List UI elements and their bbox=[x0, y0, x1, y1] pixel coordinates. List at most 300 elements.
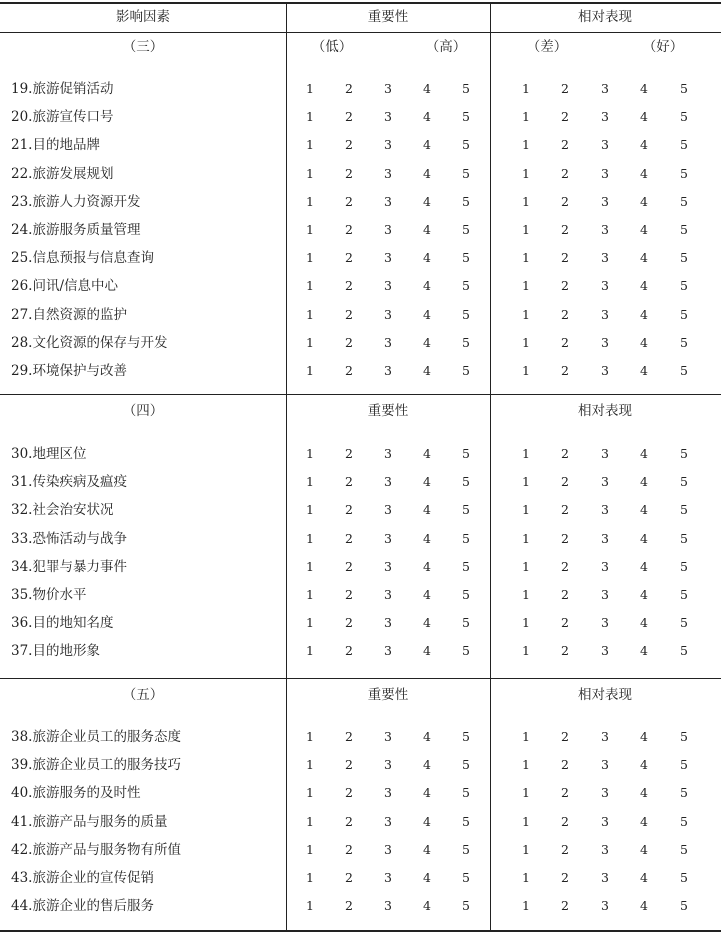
performance-rating-option[interactable]: 1 bbox=[522, 363, 530, 378]
performance-rating-option[interactable]: 5 bbox=[680, 587, 688, 602]
importance-rating-option[interactable]: 1 bbox=[306, 446, 314, 461]
performance-rating-option[interactable]: 3 bbox=[601, 446, 609, 461]
performance-rating-option[interactable]: 2 bbox=[561, 109, 569, 124]
importance-rating-option[interactable]: 5 bbox=[462, 446, 470, 461]
factor-item: 40.旅游服务的及时性 bbox=[11, 785, 141, 801]
factor-item: 33.恐怖活动与战争 bbox=[11, 531, 127, 547]
performance-rating-option[interactable]: 4 bbox=[640, 250, 648, 265]
performance-rating-option[interactable]: 3 bbox=[601, 194, 609, 209]
importance-rating-option[interactable]: 1 bbox=[306, 222, 314, 237]
performance-rating-option[interactable]: 2 bbox=[561, 194, 569, 209]
scale-high-label: （好） bbox=[642, 39, 684, 55]
importance-rating-option[interactable]: 3 bbox=[384, 194, 392, 209]
importance-rating-option[interactable]: 3 bbox=[384, 502, 392, 517]
performance-rating-option[interactable]: 5 bbox=[680, 842, 688, 857]
performance-rating-option[interactable]: 1 bbox=[522, 278, 530, 293]
performance-rating-option[interactable]: 2 bbox=[561, 729, 569, 744]
importance-rating-option[interactable]: 2 bbox=[345, 250, 353, 265]
importance-rating-option[interactable]: 3 bbox=[384, 446, 392, 461]
importance-rating-option[interactable]: 1 bbox=[306, 587, 314, 602]
performance-rating-option[interactable]: 2 bbox=[561, 222, 569, 237]
importance-rating-option[interactable]: 5 bbox=[462, 814, 470, 829]
importance-rating-option[interactable]: 5 bbox=[462, 194, 470, 209]
performance-column-header: 相对表现 bbox=[578, 687, 632, 703]
factor-item: 31.传染疾病及瘟疫 bbox=[11, 474, 127, 490]
importance-rating-option[interactable]: 3 bbox=[384, 870, 392, 885]
importance-rating-option[interactable]: 1 bbox=[306, 757, 314, 772]
performance-rating-option[interactable]: 4 bbox=[640, 335, 648, 350]
performance-rating-option[interactable]: 2 bbox=[561, 81, 569, 96]
importance-rating-option[interactable]: 4 bbox=[423, 814, 431, 829]
importance-rating-option[interactable]: 3 bbox=[384, 250, 392, 265]
importance-rating-option[interactable]: 2 bbox=[345, 502, 353, 517]
performance-rating-option[interactable]: 5 bbox=[680, 137, 688, 152]
performance-rating-option[interactable]: 5 bbox=[680, 757, 688, 772]
importance-rating-option[interactable]: 4 bbox=[423, 335, 431, 350]
performance-rating-option[interactable]: 3 bbox=[601, 587, 609, 602]
performance-rating-option[interactable]: 2 bbox=[561, 278, 569, 293]
performance-rating-option[interactable]: 2 bbox=[561, 615, 569, 630]
performance-rating-option[interactable]: 2 bbox=[561, 870, 569, 885]
performance-rating-option[interactable]: 4 bbox=[640, 474, 648, 489]
importance-rating-option[interactable]: 5 bbox=[462, 785, 470, 800]
performance-rating-option[interactable]: 4 bbox=[640, 307, 648, 322]
importance-rating-option[interactable]: 3 bbox=[384, 307, 392, 322]
performance-rating-option[interactable]: 2 bbox=[561, 335, 569, 350]
performance-rating-option[interactable]: 4 bbox=[640, 615, 648, 630]
factor-item: 37.目的地形象 bbox=[11, 643, 100, 659]
importance-rating-option[interactable]: 5 bbox=[462, 842, 470, 857]
performance-rating-option[interactable]: 5 bbox=[680, 814, 688, 829]
importance-rating-option[interactable]: 2 bbox=[345, 870, 353, 885]
importance-rating-option[interactable]: 4 bbox=[423, 757, 431, 772]
performance-rating-option[interactable]: 1 bbox=[522, 643, 530, 658]
importance-rating-option[interactable]: 3 bbox=[384, 278, 392, 293]
performance-rating-option[interactable]: 2 bbox=[561, 446, 569, 461]
importance-rating-option[interactable]: 3 bbox=[384, 757, 392, 772]
performance-rating-option[interactable]: 4 bbox=[640, 363, 648, 378]
performance-rating-option[interactable]: 5 bbox=[680, 643, 688, 658]
factor-item: 35.物价水平 bbox=[11, 587, 87, 603]
importance-rating-option[interactable]: 2 bbox=[345, 559, 353, 574]
performance-rating-option[interactable]: 1 bbox=[522, 785, 530, 800]
performance-rating-option[interactable]: 4 bbox=[640, 559, 648, 574]
factor-item: 22.旅游发展规划 bbox=[11, 166, 114, 182]
importance-rating-option[interactable]: 1 bbox=[306, 474, 314, 489]
importance-column-header: 重要性 bbox=[367, 9, 409, 25]
importance-rating-option[interactable]: 5 bbox=[462, 643, 470, 658]
performance-rating-option[interactable]: 2 bbox=[561, 814, 569, 829]
importance-rating-option[interactable]: 2 bbox=[345, 898, 353, 913]
importance-rating-option[interactable]: 2 bbox=[345, 587, 353, 602]
importance-rating-option[interactable]: 1 bbox=[306, 335, 314, 350]
column-divider bbox=[286, 3, 287, 930]
importance-rating-option[interactable]: 1 bbox=[306, 643, 314, 658]
performance-rating-option[interactable]: 2 bbox=[561, 502, 569, 517]
importance-rating-option[interactable]: 1 bbox=[306, 307, 314, 322]
performance-rating-option[interactable]: 1 bbox=[522, 307, 530, 322]
factor-item: 32.社会治安状况 bbox=[11, 502, 114, 518]
factor-item: 44.旅游企业的售后服务 bbox=[11, 898, 154, 914]
performance-rating-option[interactable]: 3 bbox=[601, 729, 609, 744]
performance-rating-option[interactable]: 5 bbox=[680, 194, 688, 209]
importance-rating-option[interactable]: 4 bbox=[423, 870, 431, 885]
factor-item: 26.问讯/信息中心 bbox=[11, 278, 119, 294]
performance-rating-option[interactable]: 2 bbox=[561, 474, 569, 489]
importance-rating-option[interactable]: 5 bbox=[462, 278, 470, 293]
factor-item: 28.文化资源的保存与开发 bbox=[11, 335, 168, 351]
performance-rating-option[interactable]: 3 bbox=[601, 757, 609, 772]
performance-rating-option[interactable]: 4 bbox=[640, 194, 648, 209]
section-title: （四） bbox=[122, 403, 164, 419]
importance-rating-option[interactable]: 5 bbox=[462, 335, 470, 350]
performance-rating-option[interactable]: 4 bbox=[640, 785, 648, 800]
factor-item: 34.犯罪与暴力事件 bbox=[11, 559, 127, 575]
performance-rating-option[interactable]: 5 bbox=[680, 474, 688, 489]
importance-rating-option[interactable]: 3 bbox=[384, 109, 392, 124]
performance-rating-option[interactable]: 2 bbox=[561, 250, 569, 265]
importance-rating-option[interactable]: 4 bbox=[423, 643, 431, 658]
performance-rating-option[interactable]: 3 bbox=[601, 307, 609, 322]
scale-high-label: （高） bbox=[425, 39, 467, 55]
importance-rating-option[interactable]: 2 bbox=[345, 446, 353, 461]
importance-rating-option[interactable]: 5 bbox=[462, 307, 470, 322]
performance-rating-option[interactable]: 4 bbox=[640, 222, 648, 237]
performance-rating-option[interactable]: 3 bbox=[601, 559, 609, 574]
importance-rating-option[interactable]: 2 bbox=[345, 307, 353, 322]
importance-rating-option[interactable]: 3 bbox=[384, 729, 392, 744]
importance-rating-option[interactable]: 4 bbox=[423, 785, 431, 800]
importance-rating-option[interactable]: 4 bbox=[423, 502, 431, 517]
performance-rating-option[interactable]: 1 bbox=[522, 587, 530, 602]
performance-rating-option[interactable]: 1 bbox=[522, 531, 530, 546]
importance-rating-option[interactable]: 2 bbox=[345, 222, 353, 237]
performance-rating-option[interactable]: 3 bbox=[601, 615, 609, 630]
performance-rating-option[interactable]: 5 bbox=[680, 446, 688, 461]
performance-rating-option[interactable]: 4 bbox=[640, 446, 648, 461]
importance-rating-option[interactable]: 5 bbox=[462, 502, 470, 517]
table-top-rule bbox=[0, 2, 721, 4]
importance-rating-option[interactable]: 3 bbox=[384, 615, 392, 630]
importance-rating-option[interactable]: 5 bbox=[462, 729, 470, 744]
importance-rating-option[interactable]: 1 bbox=[306, 109, 314, 124]
performance-rating-option[interactable]: 1 bbox=[522, 109, 530, 124]
importance-rating-option[interactable]: 2 bbox=[345, 531, 353, 546]
importance-rating-option[interactable]: 1 bbox=[306, 559, 314, 574]
performance-rating-option[interactable]: 1 bbox=[522, 842, 530, 857]
importance-rating-option[interactable]: 1 bbox=[306, 278, 314, 293]
header-rule bbox=[0, 32, 721, 33]
performance-rating-option[interactable]: 1 bbox=[522, 81, 530, 96]
performance-rating-option[interactable]: 5 bbox=[680, 531, 688, 546]
importance-rating-option[interactable]: 3 bbox=[384, 898, 392, 913]
factor-item: 43.旅游企业的宣传促销 bbox=[11, 870, 154, 886]
importance-rating-option[interactable]: 4 bbox=[423, 137, 431, 152]
performance-rating-option[interactable]: 4 bbox=[640, 757, 648, 772]
performance-rating-option[interactable]: 3 bbox=[601, 109, 609, 124]
performance-rating-option[interactable]: 5 bbox=[680, 222, 688, 237]
importance-rating-option[interactable]: 1 bbox=[306, 363, 314, 378]
performance-column-header: 相对表现 bbox=[578, 9, 632, 25]
performance-rating-option[interactable]: 1 bbox=[522, 814, 530, 829]
importance-rating-option[interactable]: 2 bbox=[345, 814, 353, 829]
performance-rating-option[interactable]: 2 bbox=[561, 757, 569, 772]
importance-rating-option[interactable]: 1 bbox=[306, 814, 314, 829]
factor-item: 19.旅游促销活动 bbox=[11, 81, 114, 97]
importance-rating-option[interactable]: 2 bbox=[345, 278, 353, 293]
table-bottom-rule bbox=[0, 930, 721, 932]
performance-rating-option[interactable]: 4 bbox=[640, 870, 648, 885]
performance-rating-option[interactable]: 5 bbox=[680, 898, 688, 913]
performance-rating-option[interactable]: 5 bbox=[680, 166, 688, 181]
performance-column-header: 相对表现 bbox=[578, 403, 632, 419]
performance-rating-option[interactable]: 2 bbox=[561, 307, 569, 322]
importance-rating-option[interactable]: 1 bbox=[306, 785, 314, 800]
importance-rating-option[interactable]: 2 bbox=[345, 335, 353, 350]
performance-rating-option[interactable]: 1 bbox=[522, 729, 530, 744]
performance-rating-option[interactable]: 1 bbox=[522, 898, 530, 913]
performance-rating-option[interactable]: 5 bbox=[680, 278, 688, 293]
section-rule bbox=[0, 394, 721, 395]
importance-rating-option[interactable]: 3 bbox=[384, 531, 392, 546]
performance-rating-option[interactable]: 3 bbox=[601, 137, 609, 152]
importance-rating-option[interactable]: 1 bbox=[306, 250, 314, 265]
performance-rating-option[interactable]: 3 bbox=[601, 502, 609, 517]
importance-rating-option[interactable]: 3 bbox=[384, 222, 392, 237]
importance-rating-option[interactable]: 2 bbox=[345, 643, 353, 658]
importance-column-header: 重要性 bbox=[367, 687, 409, 703]
importance-rating-option[interactable]: 4 bbox=[423, 363, 431, 378]
performance-rating-option[interactable]: 2 bbox=[561, 643, 569, 658]
importance-rating-option[interactable]: 4 bbox=[423, 531, 431, 546]
performance-rating-option[interactable]: 3 bbox=[601, 250, 609, 265]
performance-rating-option[interactable]: 3 bbox=[601, 814, 609, 829]
performance-rating-option[interactable]: 3 bbox=[601, 278, 609, 293]
performance-rating-option[interactable]: 4 bbox=[640, 842, 648, 857]
performance-rating-option[interactable]: 3 bbox=[601, 363, 609, 378]
performance-rating-option[interactable]: 3 bbox=[601, 166, 609, 181]
performance-rating-option[interactable]: 4 bbox=[640, 643, 648, 658]
performance-rating-option[interactable]: 1 bbox=[522, 194, 530, 209]
performance-rating-option[interactable]: 2 bbox=[561, 785, 569, 800]
performance-rating-option[interactable]: 4 bbox=[640, 109, 648, 124]
importance-rating-option[interactable]: 1 bbox=[306, 194, 314, 209]
importance-rating-option[interactable]: 3 bbox=[384, 587, 392, 602]
factor-item: 36.目的地知名度 bbox=[11, 615, 114, 631]
performance-rating-option[interactable]: 3 bbox=[601, 842, 609, 857]
importance-rating-option[interactable]: 1 bbox=[306, 842, 314, 857]
performance-rating-option[interactable]: 1 bbox=[522, 250, 530, 265]
importance-rating-option[interactable]: 5 bbox=[462, 109, 470, 124]
importance-rating-option[interactable]: 1 bbox=[306, 870, 314, 885]
importance-rating-option[interactable]: 4 bbox=[423, 307, 431, 322]
importance-rating-option[interactable]: 5 bbox=[462, 870, 470, 885]
importance-rating-option[interactable]: 2 bbox=[345, 109, 353, 124]
importance-rating-option[interactable]: 4 bbox=[423, 615, 431, 630]
importance-rating-option[interactable]: 3 bbox=[384, 363, 392, 378]
importance-rating-option[interactable]: 3 bbox=[384, 842, 392, 857]
importance-rating-option[interactable]: 4 bbox=[423, 250, 431, 265]
importance-column-header: 重要性 bbox=[367, 403, 409, 419]
importance-rating-option[interactable]: 3 bbox=[384, 814, 392, 829]
importance-rating-option[interactable]: 4 bbox=[423, 109, 431, 124]
importance-rating-option[interactable]: 2 bbox=[345, 363, 353, 378]
importance-rating-option[interactable]: 3 bbox=[384, 559, 392, 574]
importance-rating-option[interactable]: 3 bbox=[384, 166, 392, 181]
performance-rating-option[interactable]: 4 bbox=[640, 137, 648, 152]
importance-rating-option[interactable]: 3 bbox=[384, 335, 392, 350]
importance-rating-option[interactable]: 3 bbox=[384, 785, 392, 800]
performance-rating-option[interactable]: 5 bbox=[680, 109, 688, 124]
performance-rating-option[interactable]: 5 bbox=[680, 615, 688, 630]
importance-rating-option[interactable]: 1 bbox=[306, 81, 314, 96]
performance-rating-option[interactable]: 3 bbox=[601, 870, 609, 885]
performance-rating-option[interactable]: 4 bbox=[640, 502, 648, 517]
importance-rating-option[interactable]: 5 bbox=[462, 474, 470, 489]
importance-rating-option[interactable]: 5 bbox=[462, 587, 470, 602]
importance-rating-option[interactable]: 4 bbox=[423, 194, 431, 209]
importance-rating-option[interactable]: 3 bbox=[384, 81, 392, 96]
importance-rating-option[interactable]: 1 bbox=[306, 898, 314, 913]
performance-rating-option[interactable]: 2 bbox=[561, 898, 569, 913]
performance-rating-option[interactable]: 5 bbox=[680, 870, 688, 885]
factor-item: 30.地理区位 bbox=[11, 446, 87, 462]
performance-rating-option[interactable]: 3 bbox=[601, 785, 609, 800]
importance-rating-option[interactable]: 2 bbox=[345, 81, 353, 96]
performance-rating-option[interactable]: 1 bbox=[522, 615, 530, 630]
importance-rating-option[interactable]: 1 bbox=[306, 166, 314, 181]
importance-rating-option[interactable]: 2 bbox=[345, 166, 353, 181]
section-title: （三） bbox=[122, 39, 164, 55]
importance-rating-option[interactable]: 4 bbox=[423, 166, 431, 181]
performance-rating-option[interactable]: 4 bbox=[640, 814, 648, 829]
importance-rating-option[interactable]: 4 bbox=[423, 446, 431, 461]
importance-rating-option[interactable]: 2 bbox=[345, 729, 353, 744]
performance-rating-option[interactable]: 4 bbox=[640, 531, 648, 546]
importance-rating-option[interactable]: 5 bbox=[462, 137, 470, 152]
importance-rating-option[interactable]: 2 bbox=[345, 785, 353, 800]
performance-rating-option[interactable]: 2 bbox=[561, 363, 569, 378]
factor-column-header: 影响因素 bbox=[116, 9, 170, 25]
performance-rating-option[interactable]: 5 bbox=[680, 363, 688, 378]
performance-rating-option[interactable]: 4 bbox=[640, 898, 648, 913]
performance-rating-option[interactable]: 4 bbox=[640, 166, 648, 181]
performance-rating-option[interactable]: 4 bbox=[640, 729, 648, 744]
importance-rating-option[interactable]: 5 bbox=[462, 615, 470, 630]
importance-rating-option[interactable]: 2 bbox=[345, 842, 353, 857]
performance-rating-option[interactable]: 5 bbox=[680, 729, 688, 744]
performance-rating-option[interactable]: 2 bbox=[561, 137, 569, 152]
importance-rating-option[interactable]: 1 bbox=[306, 615, 314, 630]
performance-rating-option[interactable]: 3 bbox=[601, 222, 609, 237]
importance-rating-option[interactable]: 5 bbox=[462, 222, 470, 237]
importance-rating-option[interactable]: 2 bbox=[345, 474, 353, 489]
section-rule bbox=[0, 678, 721, 679]
performance-rating-option[interactable]: 3 bbox=[601, 474, 609, 489]
performance-rating-option[interactable]: 3 bbox=[601, 898, 609, 913]
performance-rating-option[interactable]: 2 bbox=[561, 166, 569, 181]
importance-rating-option[interactable]: 5 bbox=[462, 757, 470, 772]
performance-rating-option[interactable]: 3 bbox=[601, 531, 609, 546]
importance-rating-option[interactable]: 1 bbox=[306, 137, 314, 152]
performance-rating-option[interactable]: 5 bbox=[680, 335, 688, 350]
importance-rating-option[interactable]: 2 bbox=[345, 194, 353, 209]
importance-rating-option[interactable]: 2 bbox=[345, 615, 353, 630]
importance-rating-option[interactable]: 5 bbox=[462, 363, 470, 378]
importance-rating-option[interactable]: 5 bbox=[462, 166, 470, 181]
performance-rating-option[interactable]: 1 bbox=[522, 502, 530, 517]
performance-rating-option[interactable]: 2 bbox=[561, 531, 569, 546]
factor-item: 25.信息预报与信息查询 bbox=[11, 250, 154, 266]
performance-rating-option[interactable]: 2 bbox=[561, 587, 569, 602]
importance-rating-option[interactable]: 4 bbox=[423, 474, 431, 489]
performance-rating-option[interactable]: 1 bbox=[522, 757, 530, 772]
performance-rating-option[interactable]: 5 bbox=[680, 502, 688, 517]
importance-rating-option[interactable]: 3 bbox=[384, 137, 392, 152]
importance-rating-option[interactable]: 4 bbox=[423, 898, 431, 913]
performance-rating-option[interactable]: 3 bbox=[601, 643, 609, 658]
importance-rating-option[interactable]: 2 bbox=[345, 137, 353, 152]
section-title: （五） bbox=[122, 687, 164, 703]
importance-rating-option[interactable]: 1 bbox=[306, 531, 314, 546]
importance-rating-option[interactable]: 1 bbox=[306, 729, 314, 744]
factor-item: 27.自然资源的监护 bbox=[11, 307, 127, 323]
performance-rating-option[interactable]: 1 bbox=[522, 559, 530, 574]
performance-rating-option[interactable]: 1 bbox=[522, 474, 530, 489]
importance-rating-option[interactable]: 4 bbox=[423, 587, 431, 602]
performance-rating-option[interactable]: 5 bbox=[680, 250, 688, 265]
factor-item: 39.旅游企业员工的服务技巧 bbox=[11, 757, 181, 773]
performance-rating-option[interactable]: 5 bbox=[680, 785, 688, 800]
importance-rating-option[interactable]: 4 bbox=[423, 81, 431, 96]
performance-rating-option[interactable]: 4 bbox=[640, 81, 648, 96]
performance-rating-option[interactable]: 2 bbox=[561, 559, 569, 574]
importance-rating-option[interactable]: 4 bbox=[423, 729, 431, 744]
performance-rating-option[interactable]: 1 bbox=[522, 446, 530, 461]
performance-rating-option[interactable]: 5 bbox=[680, 81, 688, 96]
importance-rating-option[interactable]: 2 bbox=[345, 757, 353, 772]
factor-item: 20.旅游宣传口号 bbox=[11, 109, 114, 125]
importance-rating-option[interactable]: 4 bbox=[423, 559, 431, 574]
performance-rating-option[interactable]: 1 bbox=[522, 166, 530, 181]
importance-rating-option[interactable]: 4 bbox=[423, 842, 431, 857]
performance-rating-option[interactable]: 2 bbox=[561, 842, 569, 857]
importance-rating-option[interactable]: 5 bbox=[462, 531, 470, 546]
importance-rating-option[interactable]: 3 bbox=[384, 474, 392, 489]
factor-item: 24.旅游服务质量管理 bbox=[11, 222, 141, 238]
performance-rating-option[interactable]: 3 bbox=[601, 81, 609, 96]
performance-rating-option[interactable]: 1 bbox=[522, 222, 530, 237]
factor-item: 23.旅游人力资源开发 bbox=[11, 194, 141, 210]
importance-rating-option[interactable]: 1 bbox=[306, 502, 314, 517]
performance-rating-option[interactable]: 1 bbox=[522, 335, 530, 350]
importance-rating-option[interactable]: 4 bbox=[423, 222, 431, 237]
column-divider bbox=[490, 3, 491, 930]
performance-rating-option[interactable]: 5 bbox=[680, 559, 688, 574]
importance-rating-option[interactable]: 5 bbox=[462, 250, 470, 265]
importance-rating-option[interactable]: 3 bbox=[384, 643, 392, 658]
performance-rating-option[interactable]: 4 bbox=[640, 278, 648, 293]
importance-rating-option[interactable]: 5 bbox=[462, 81, 470, 96]
performance-rating-option[interactable]: 1 bbox=[522, 870, 530, 885]
performance-rating-option[interactable]: 3 bbox=[601, 335, 609, 350]
performance-rating-option[interactable]: 1 bbox=[522, 137, 530, 152]
performance-rating-option[interactable]: 4 bbox=[640, 587, 648, 602]
performance-rating-option[interactable]: 5 bbox=[680, 307, 688, 322]
importance-rating-option[interactable]: 5 bbox=[462, 898, 470, 913]
importance-rating-option[interactable]: 4 bbox=[423, 278, 431, 293]
importance-rating-option[interactable]: 5 bbox=[462, 559, 470, 574]
